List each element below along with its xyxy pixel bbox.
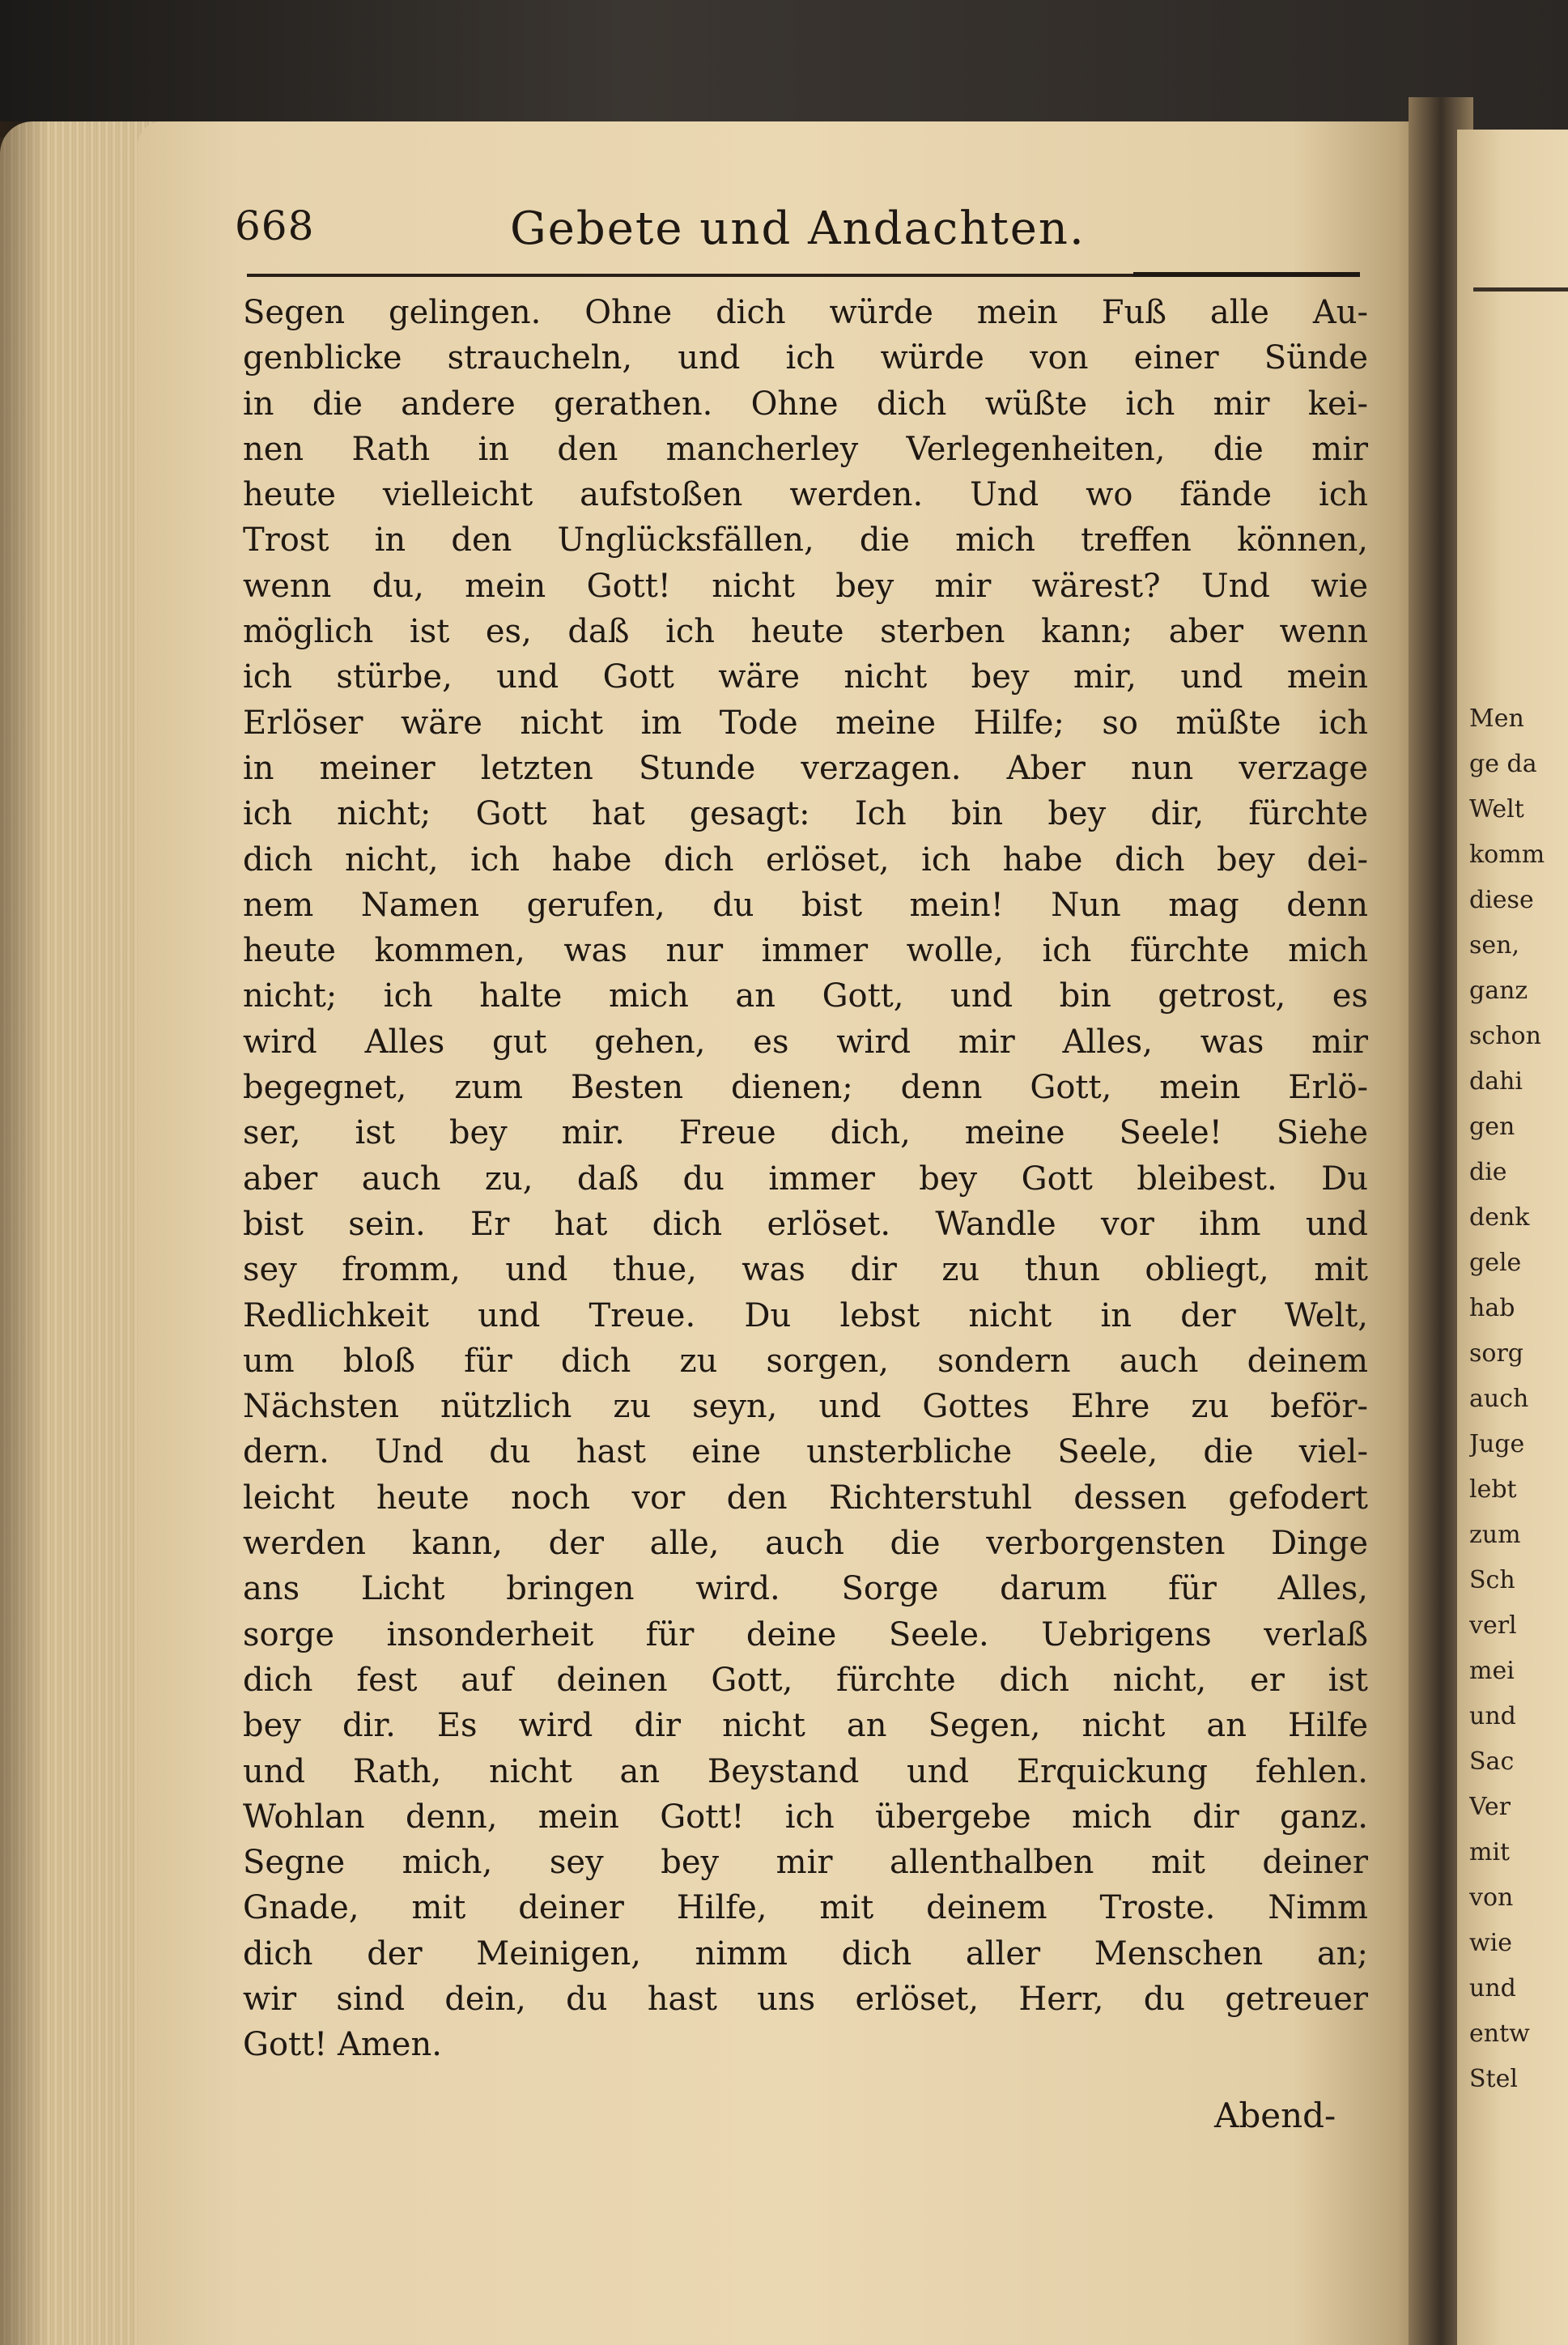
facing-page-fragment: ganz [1469,977,1528,1005]
text-line: nem Namen gerufen, du bist mein! Nun mag denn [243,886,1368,924]
facing-page-fragment: und [1469,1974,1516,2002]
facing-page-fragment: denk [1469,1203,1530,1232]
text-line: ich stürbe, und Gott wäre nicht bey mir, und mein [243,658,1368,696]
text-line: Nächsten nützlich zu seyn, und Gottes Ehre zu beför- [243,1388,1368,1426]
text-line: heute kommen, was nur immer wolle, ich fürchte mich [243,932,1368,970]
facing-page-fragment: ge da [1469,750,1537,778]
text-line: um bloß für dich zu sorgen, sondern auch deinem [243,1342,1368,1380]
text-line: aber auch zu, daß du immer bey Gott bleibest. Du [243,1160,1368,1198]
facing-page-fragment: Welt [1469,795,1524,824]
text-line: sey fromm, und thue, was dir zu thun obliegt, mit [243,1251,1368,1289]
background [0,0,1568,138]
page-number: 668 [235,202,315,249]
text-line: dern. Und du hast eine unsterbliche Seele, die viel- [243,1433,1368,1471]
facing-page-fragment: verl [1469,1611,1517,1640]
text-line: und Rath, nicht an Beystand und Erquickung fehlen. [243,1752,1368,1790]
text-line: Segne mich, sey bey mir allenthalben mit deiner [243,1844,1368,1882]
facing-page-fragment: sorg [1469,1339,1524,1368]
text-line: Gnade, mit deiner Hilfe, mit deinem Troste. Nimm [243,1889,1368,1927]
text-line: dich der Meinigen, nimm dich aller Menschen an; [243,1934,1368,1973]
facing-page-fragment: gen [1469,1113,1515,1141]
text-line: Erlöser wäre nicht im Tode meine Hilfe; so müßte ich [243,704,1368,742]
text-line: ich nicht; Gott hat gesagt: Ich bin bey dir, fürchte [243,795,1368,833]
facing-page-fragment: Stel [1469,2065,1518,2093]
facing-page-fragment: Men [1469,704,1524,733]
facing-page-fragment: Ver [1469,1793,1511,1821]
facing-page-fragment: dahi [1469,1067,1523,1096]
text-line: bey dir. Es wird dir nicht an Segen, nicht an Hilfe [243,1707,1368,1745]
text-line: Redlichkeit und Treue. Du lebst nicht in der Welt, [243,1296,1368,1334]
facing-page-rule [1473,287,1568,292]
body-text [243,290,1368,2068]
text-line: sorge insonderheit für deine Seele. Uebrigens verlaß [243,1615,1368,1653]
text-line: leicht heute noch vor den Richterstuhl dessen gefodert [243,1479,1368,1517]
catchword: Abend- [1214,2096,1336,2135]
text-line: wird Alles gut gehen, es wird mir Alles, was mir [243,1023,1368,1061]
text-line: nicht; ich halte mich an Gott, und bin getrost, es [243,977,1368,1015]
text-line: bist sein. Er hat dich erlöset. Wandle vor ihm und [243,1205,1368,1243]
header-rule-thick [1133,272,1360,277]
facing-page-fragment: hab [1469,1294,1515,1322]
facing-page-fragment: Sch [1469,1566,1515,1594]
text-line: dich fest auf deinen Gott, fürchte dich nicht, er ist [243,1661,1368,1699]
running-head: Gebete und Andachten. [510,202,1086,255]
facing-page-fragment: auch [1469,1385,1529,1413]
facing-page-fragment: schon [1469,1022,1541,1050]
facing-page-fragment: von [1469,1883,1514,1912]
text-line: Trost in den Unglücksfällen, die mich treffen können, [243,521,1368,560]
text-line: dich nicht, ich habe dich erlöset, ich habe dich bey dei- [243,841,1368,879]
facing-page-fragment: Sac [1469,1747,1515,1776]
text-line: heute vielleicht aufstoßen werden. Und wo fände ich [243,476,1368,514]
text-line: in die andere gerathen. Ohne dich wüßte ich mir kei- [243,385,1368,423]
text-line: wir sind dein, du hast uns erlöset, Herr, du getreuer [243,1980,1368,2018]
text-line: wenn du, mein Gott! nicht bey mir wärest? Und wie [243,567,1368,605]
text-line: genblicke straucheln, und ich würde von einer Sünde [243,339,1368,377]
facing-page-fragment: zum [1469,1521,1521,1549]
facing-page-fragment: und [1469,1702,1516,1730]
text-line: nen Rath in den mancherley Verlegenheiten, die mir [243,430,1368,468]
text-line: Segen gelingen. Ohne dich würde mein Fuß alle Au- [243,294,1368,331]
facing-page-fragment: wie [1469,1929,1513,1957]
text-line: Wohlan denn, mein Gott! ich übergebe mich dir ganz. [243,1798,1368,1836]
text-line: Gott! Amen. [243,2026,442,2064]
text-line: ser, ist bey mir. Freue dich, meine Seele! Siehe [243,1114,1368,1152]
facing-page-fragment: sen, [1469,931,1520,960]
text-line: ans Licht bringen wird. Sorge darum für Alles, [243,1570,1368,1608]
page-stack-shadow [0,121,49,2345]
facing-page-text [1469,696,1568,2102]
facing-page-fragment: diese [1469,886,1534,914]
facing-page-fragment: Juge [1469,1430,1525,1458]
facing-page-fragment: mit [1469,1838,1511,1866]
facing-page-fragment: mei [1469,1657,1515,1685]
facing-page-fragment: lebt [1469,1475,1517,1504]
facing-page-fragment: komm [1469,841,1545,869]
text-line: begegnet, zum Besten dienen; denn Gott, mein Erlö- [243,1069,1368,1107]
text-line: werden kann, der alle, auch die verborgensten Dinge [243,1525,1368,1563]
facing-page-fragment: entw [1469,2019,1530,2048]
text-line: möglich ist es, daß ich heute sterben kann; aber wenn [243,613,1368,651]
facing-page-fragment: gele [1469,1249,1522,1277]
facing-page-fragment: die [1469,1158,1507,1186]
text-line: in meiner letzten Stunde verzagen. Aber nun verzage [243,749,1368,787]
page-header [235,202,1360,267]
